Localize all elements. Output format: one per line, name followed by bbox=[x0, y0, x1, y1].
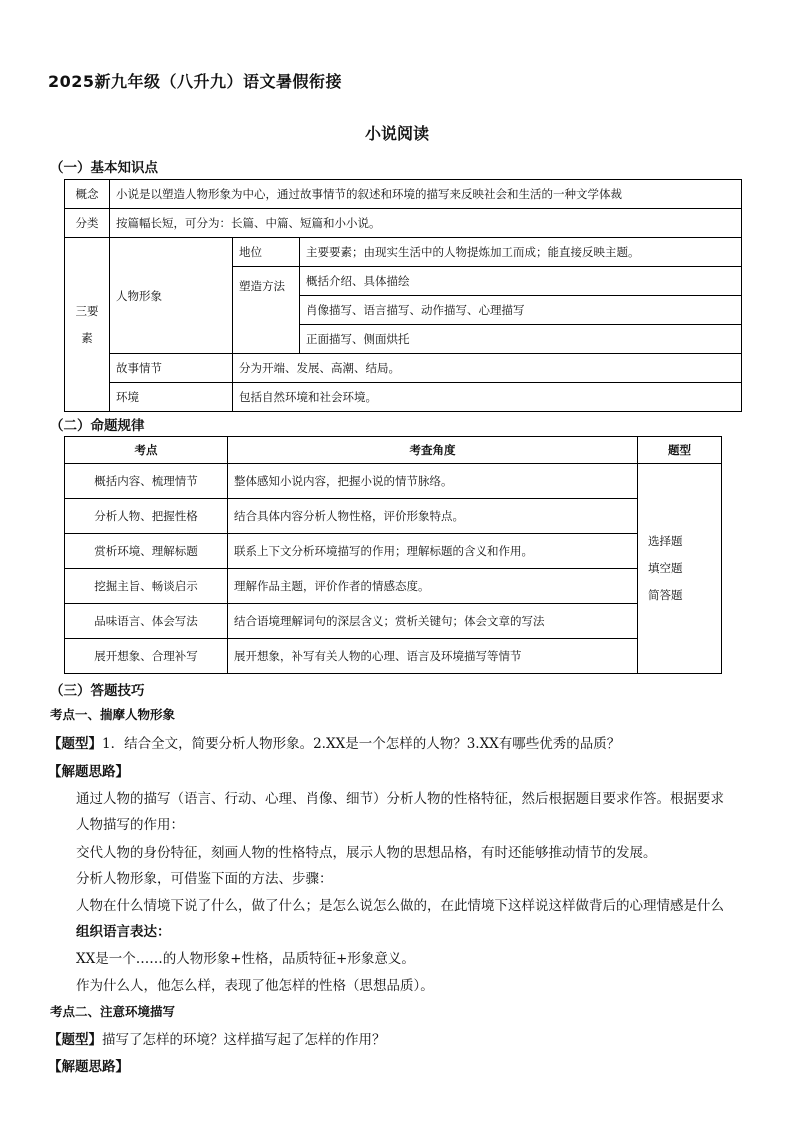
question-types-cell bbox=[638, 464, 722, 674]
point-cell: 赏析环境、理解标题 bbox=[65, 534, 228, 569]
question-type: 选择题 bbox=[648, 534, 683, 548]
concept-text: 小说是以塑造人物形象为中心，通过故事情节的叙述和环境的描写来反映社会和生活的一种文学体裁 bbox=[110, 180, 742, 209]
point1-idea-label bbox=[48, 760, 129, 780]
method-row: 正面描写、侧面烘托 bbox=[300, 325, 742, 354]
formula: XX是一个……的人物形象+性格，品质特征+形象意义。 bbox=[76, 951, 415, 967]
point-cell: 挖掘主旨、畅谈启示 bbox=[65, 569, 228, 604]
section-heading-basic: （一）基本知识点 bbox=[50, 160, 158, 176]
status-text: 主要要素；由现实生活中的人物提炼加工而成；能直接反映主题。 bbox=[300, 238, 742, 267]
angle-cell: 整体感知小说内容，把握小说的情节脉络。 bbox=[228, 464, 638, 499]
column-header: 考点 bbox=[65, 437, 228, 464]
plot-label: 故事情节 bbox=[110, 354, 233, 383]
point2-question bbox=[48, 1028, 386, 1048]
document-title: 2025新九年级（八升九）语文暑假衔接 bbox=[48, 72, 343, 91]
env-text: 包括自然环境和社会环境。 bbox=[233, 383, 742, 412]
class-label: 分类 bbox=[65, 209, 110, 238]
language-label-text: 组织语言表达： bbox=[76, 924, 171, 940]
env-label: 环境 bbox=[110, 383, 233, 412]
point-cell: 品味语言、体会写法 bbox=[65, 604, 228, 639]
question-label: 【题型】 bbox=[48, 1032, 102, 1048]
angle-cell: 理解作品主题，评价作者的情感态度。 bbox=[228, 569, 638, 604]
question-rules-table bbox=[64, 436, 722, 674]
column-header: 考查角度 bbox=[228, 437, 638, 464]
table-row bbox=[65, 354, 742, 383]
character-label: 人物形象 bbox=[110, 238, 233, 354]
question-type: 简答题 bbox=[648, 588, 683, 602]
three-elements-label: 三要素 bbox=[65, 238, 110, 412]
plot-text: 分为开端、发展、高潮、结局。 bbox=[233, 354, 742, 383]
status-label: 地位 bbox=[233, 238, 300, 267]
table-header-row bbox=[65, 437, 722, 464]
table-row bbox=[65, 209, 742, 238]
formula: 作为什么人，他怎么样，表现了他怎样的性格（思想品质）。 bbox=[76, 978, 434, 994]
table-row bbox=[65, 604, 722, 639]
basic-knowledge-table bbox=[64, 179, 742, 412]
paragraph: 人物描写的作用： bbox=[76, 817, 184, 833]
idea-label: 【解题思路】 bbox=[48, 1059, 129, 1075]
table-row bbox=[65, 499, 722, 534]
paragraph: 分析人物形象，可借鉴下面的方法、步骤： bbox=[76, 871, 333, 887]
table-row bbox=[65, 464, 722, 499]
point-cell: 分析人物、把握性格 bbox=[65, 499, 228, 534]
method-row: 肖像描写、语言描写、动作描写、心理描写 bbox=[300, 296, 742, 325]
column-header: 题型 bbox=[638, 437, 722, 464]
point-cell: 展开想象、合理补写 bbox=[65, 639, 228, 674]
method-row: 概括介绍、具体描绘 bbox=[300, 267, 742, 296]
section-heading-skills: （三）答题技巧 bbox=[50, 683, 145, 699]
angle-cell: 结合语境理解词句的深层含义；赏析关键句；体会文章的写法 bbox=[228, 604, 638, 639]
point2-title: 考点二、注意环境描写 bbox=[50, 1004, 176, 1019]
point-cell: 概括内容、梳理情节 bbox=[65, 464, 228, 499]
paragraph: 人物在什么情境下说了什么，做了什么；是怎么说怎么做的，在此情境下这样说这样做背后的心理情感是什么 bbox=[76, 898, 724, 914]
point2-idea-label bbox=[48, 1055, 129, 1075]
point1-question bbox=[48, 732, 620, 752]
class-text: 按篇幅长短，可分为：长篇、中篇、短篇和小小说。 bbox=[110, 209, 742, 238]
angle-cell: 展开想象，补写有关人物的心理、语言及环境描写等情节 bbox=[228, 639, 638, 674]
language-label bbox=[76, 920, 171, 940]
section-heading-rules: （二）命题规律 bbox=[50, 418, 145, 434]
method-label: 塑造方法 bbox=[233, 267, 300, 354]
question-text: 1．结合全文，简要分析人物形象。2.XX是一个怎样的人物？3.XX有哪些优秀的品质？ bbox=[102, 736, 621, 752]
point1-title: 考点一、揣摩人物形象 bbox=[50, 707, 176, 722]
table-row bbox=[65, 569, 722, 604]
angle-cell: 结合具体内容分析人物性格，评价形象特点。 bbox=[228, 499, 638, 534]
table-row bbox=[65, 238, 742, 267]
table-row bbox=[65, 383, 742, 412]
question-text: 描写了怎样的环境？这样描写起了怎样的作用？ bbox=[102, 1032, 386, 1048]
paragraph: 交代人物的身份特征，刻画人物的性格特点，展示人物的思想品格，有时还能够推动情节的发展。 bbox=[76, 845, 657, 861]
question-type: 填空题 bbox=[648, 561, 683, 575]
table-row bbox=[65, 534, 722, 569]
concept-label: 概念 bbox=[65, 180, 110, 209]
table-row bbox=[65, 639, 722, 674]
paragraph: 通过人物的描写（语言、行动、心理、肖像、细节）分析人物的性格特征，然后根据题目要求作答。根据要求 bbox=[76, 791, 724, 807]
idea-label: 【解题思路】 bbox=[48, 764, 129, 780]
table-row bbox=[65, 180, 742, 209]
angle-cell: 联系上下文分析环境描写的作用；理解标题的含义和作用。 bbox=[228, 534, 638, 569]
question-label: 【题型】 bbox=[48, 736, 102, 752]
main-title: 小说阅读 bbox=[364, 124, 429, 143]
